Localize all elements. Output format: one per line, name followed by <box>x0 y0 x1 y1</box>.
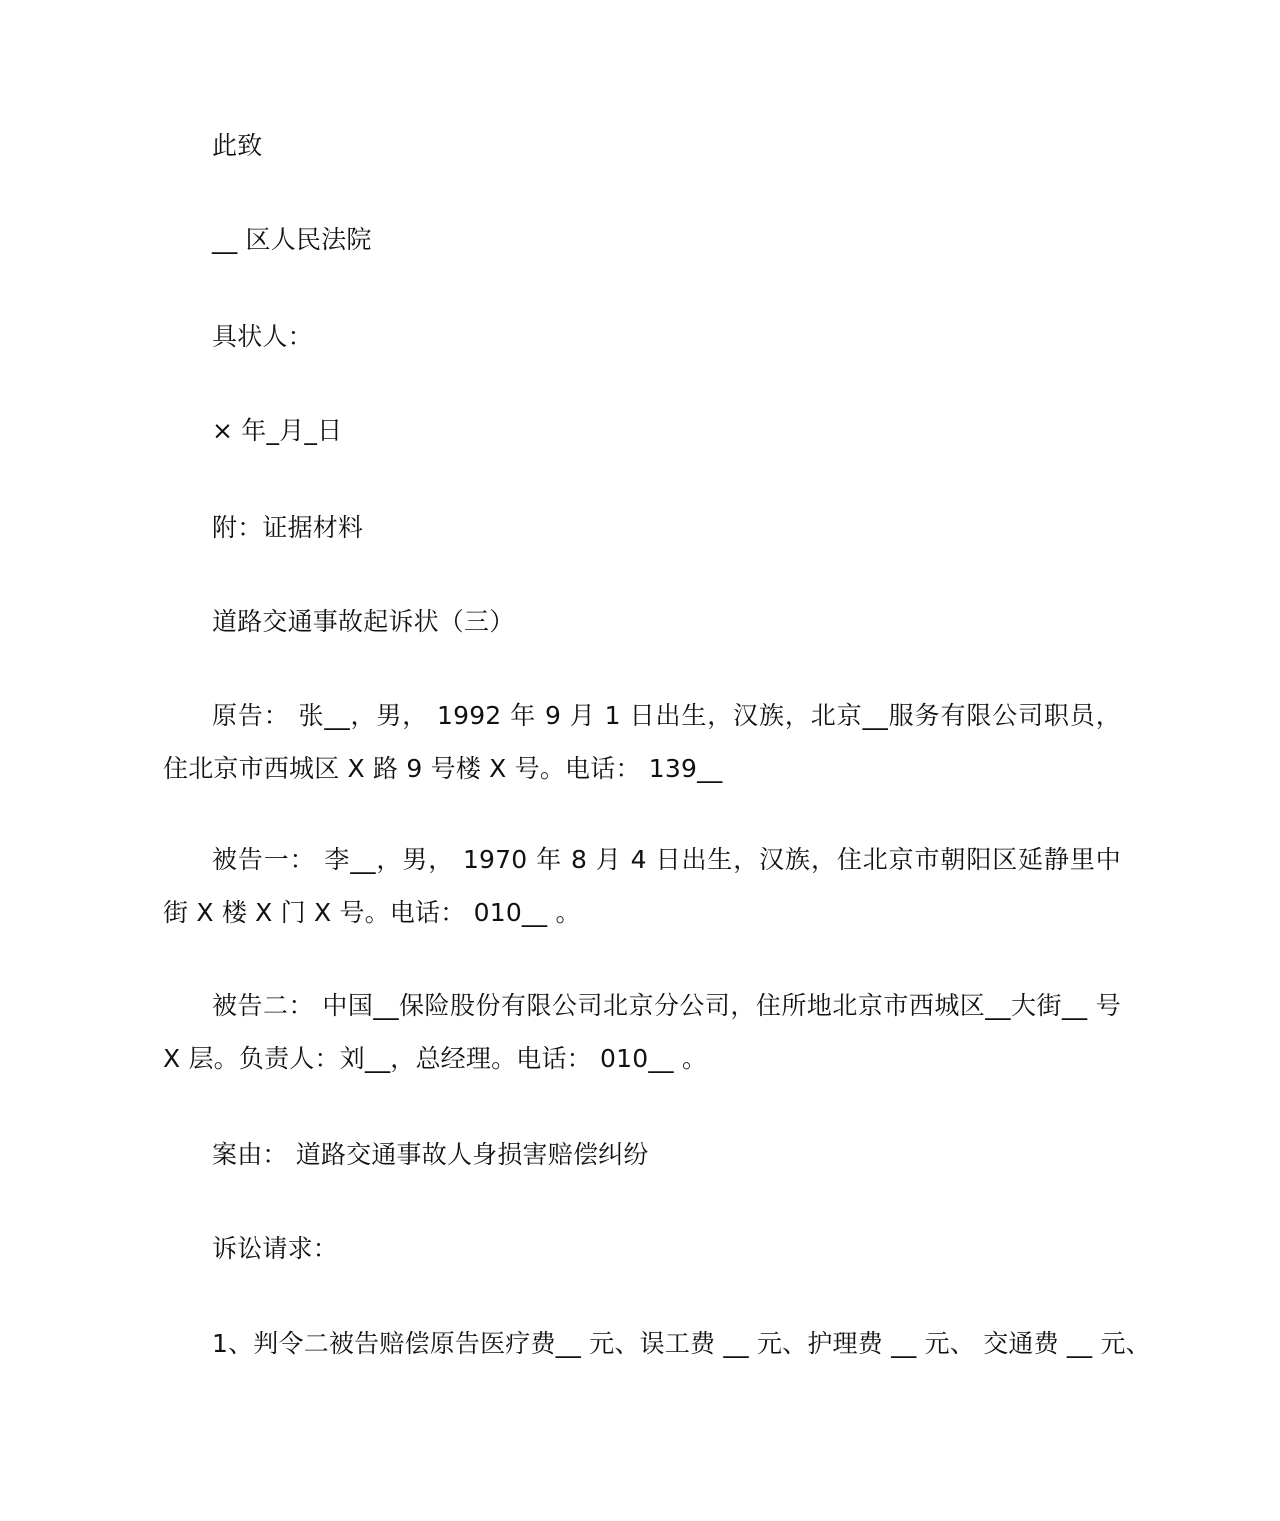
attachment-line: 附：证据材料 <box>212 513 364 542</box>
document-title: 道路交通事故起诉状（三） <box>212 607 515 636</box>
plaintiff-paragraph: 原告： 张__，男， 1992 年 9 月 1 日出生，汉族，北京__服务有限公司职员，住北京市西城区 X 路 9 号楼 X 号。电话： 139__ <box>163 701 1121 783</box>
signer-line: 具状人： <box>212 322 313 351</box>
date-line: × 年_月_日 <box>212 416 343 445</box>
cause-line: 案由： 道路交通事故人身损害赔偿纠纷 <box>212 1140 649 1169</box>
court-line: __ 区人民法院 <box>212 225 372 254</box>
claim-item-1: 1、判令二被告赔偿原告医疗费__ 元、误工费 __ 元、护理费 __ 元、 交通费 __ 元、 <box>212 1329 1151 1358</box>
claims-heading: 诉讼请求： <box>212 1234 339 1263</box>
closing-line: 此致 <box>212 131 263 160</box>
defendant-one-paragraph: 被告一： 李__，男， 1970 年 8 月 4 日出生，汉族，住北京市朝阳区延静里中街 X 楼 X 门 X 号。电话： 010__ 。 <box>163 845 1121 927</box>
defendant-two-paragraph: 被告二： 中国__保险股份有限公司北京分公司，住所地北京市西城区__大街__ 号 X 层。负责人：刘__，总经理。电话： 010__ 。 <box>163 991 1121 1073</box>
